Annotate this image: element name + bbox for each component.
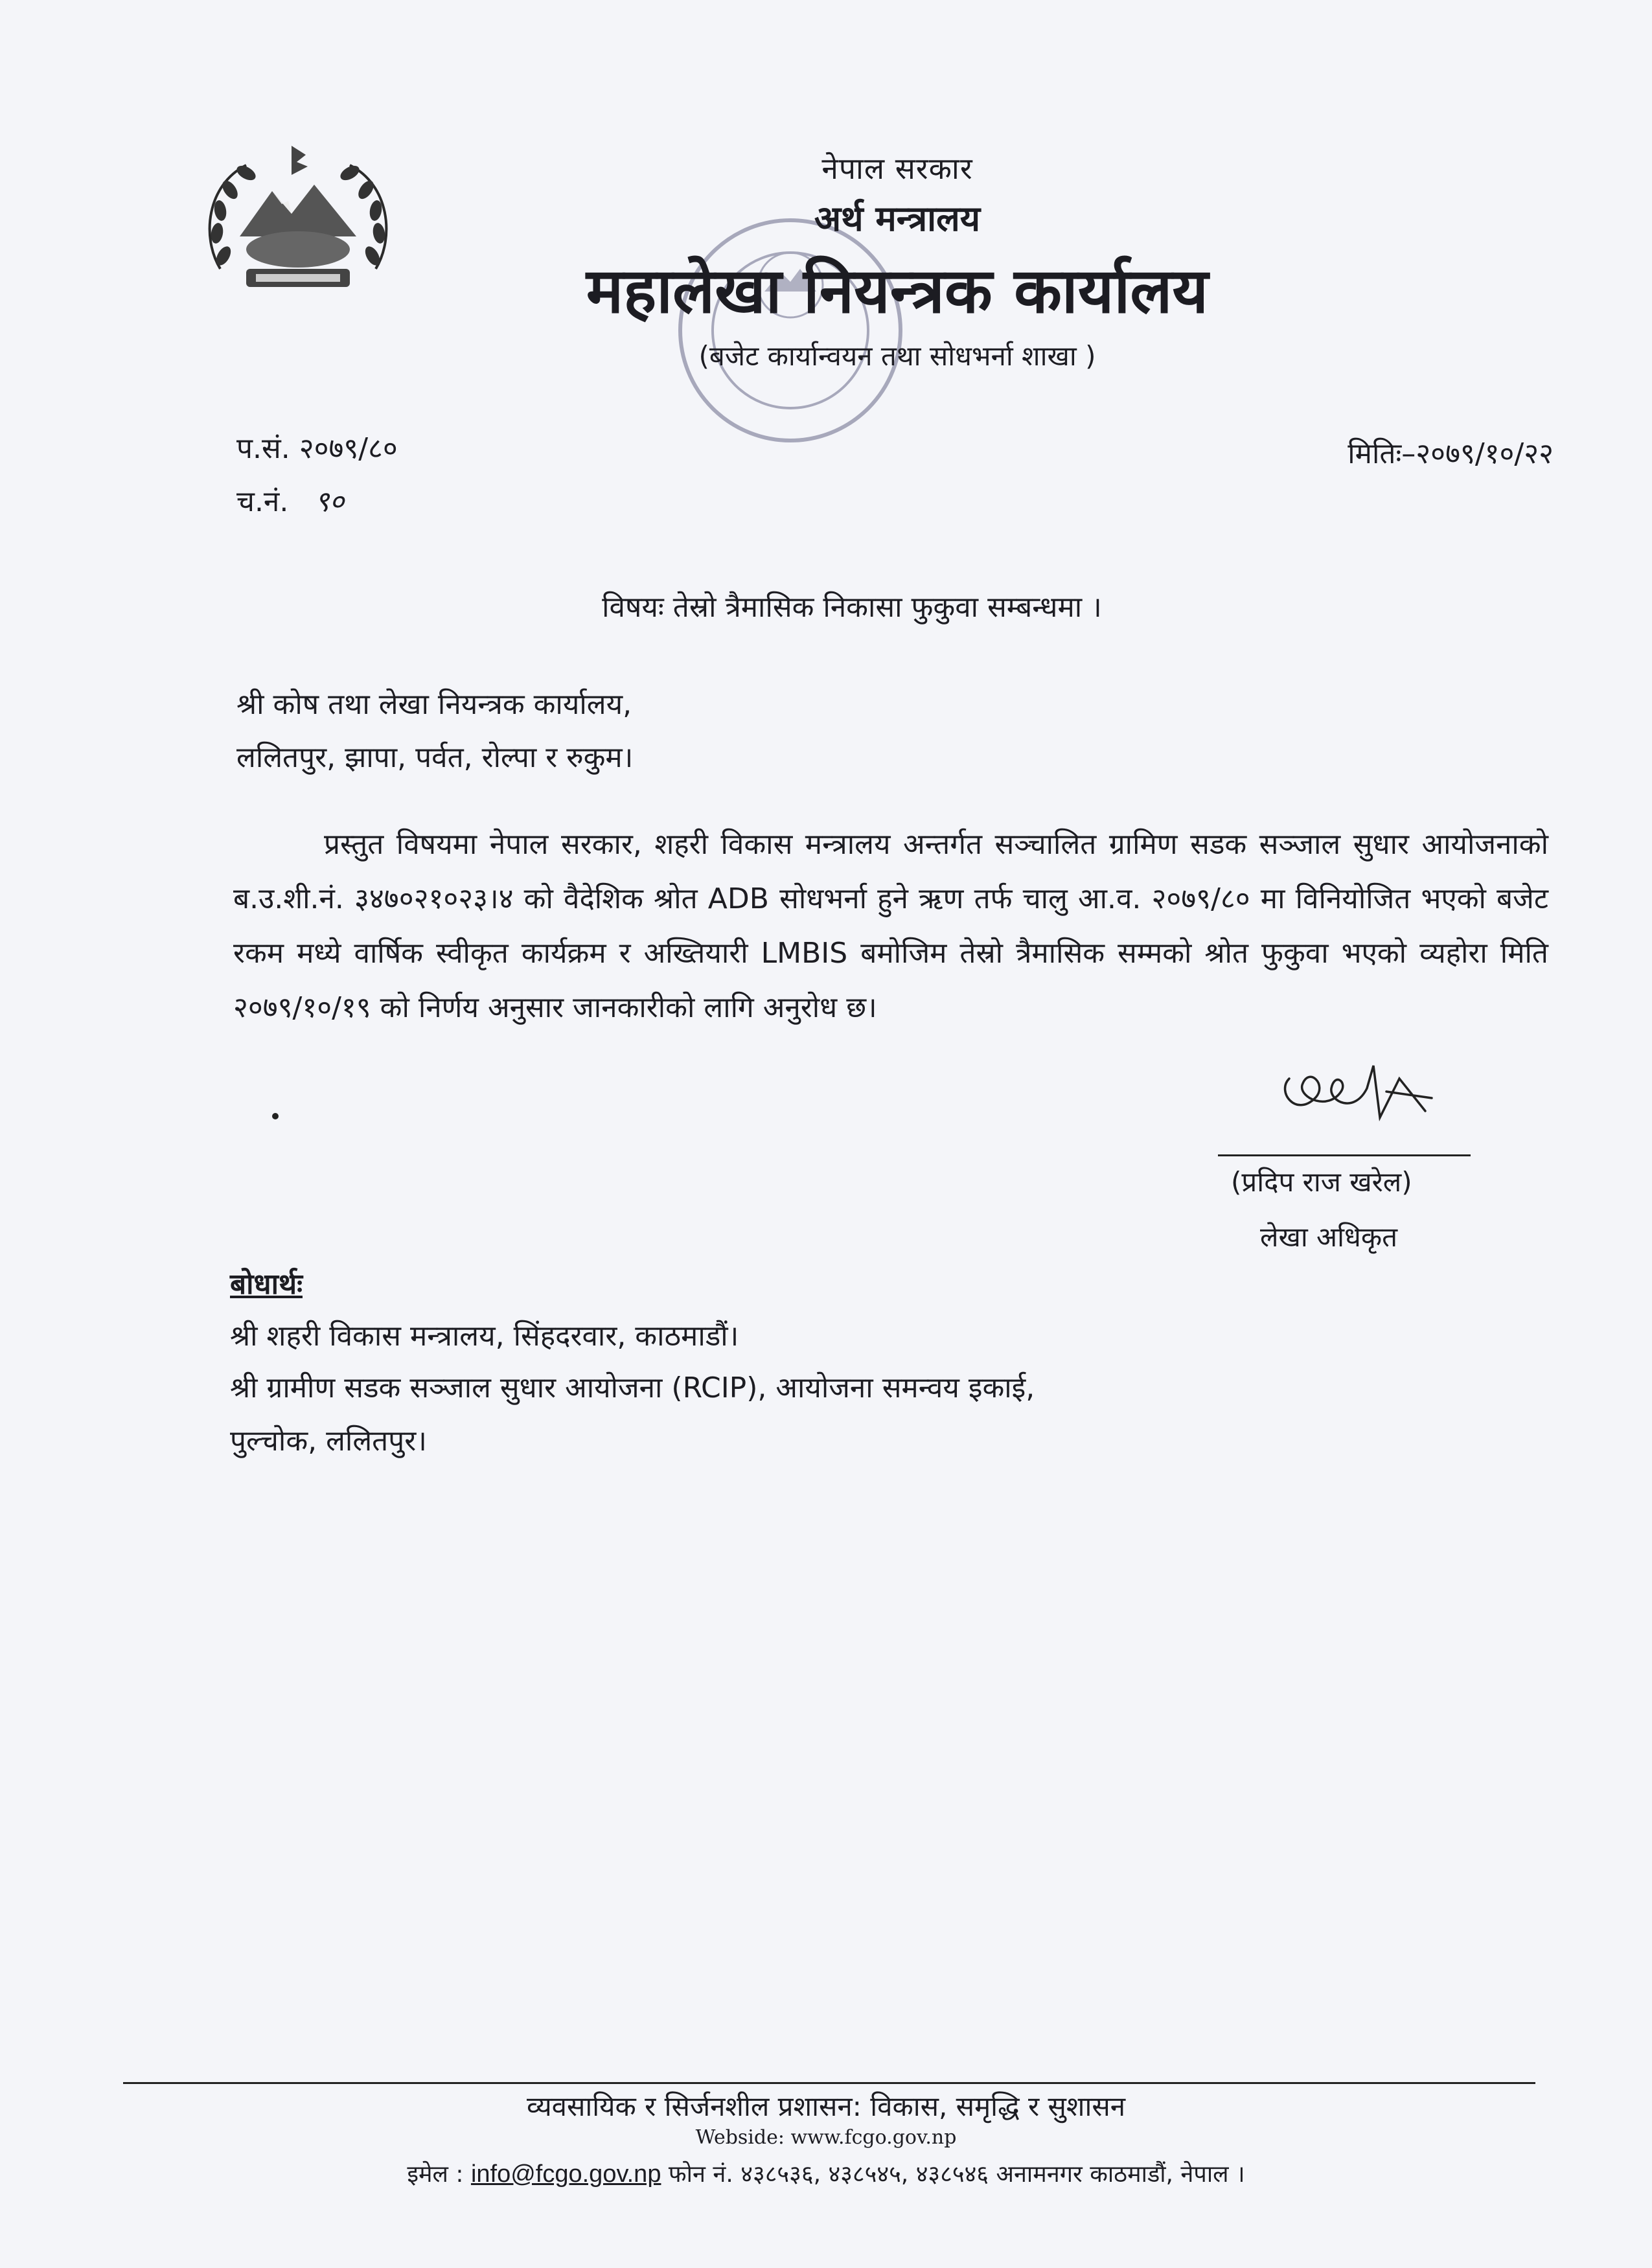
ink-dot: [272, 1113, 279, 1119]
signatory-title: लेखा अधिकृत: [1260, 1221, 1398, 1253]
dispatch-value: ९०: [314, 485, 345, 518]
footer-website: Webside: www.fcgo.gov.np: [695, 2126, 957, 2149]
addressee-line-2: ललितपुर, झापा, पर्वत, रोल्पा र रुकुम।: [236, 741, 634, 774]
email-link[interactable]: info@fcgo.gov.np: [470, 2160, 661, 2188]
contact-details: फोन नं. ४३८५३६, ४३८५४५, ४३८५४६ अनामनगर काठमाडौं, नेपाल ।: [668, 2161, 1245, 2188]
signature-line: [1218, 1154, 1471, 1156]
signature-icon: [1270, 1053, 1438, 1130]
ministry-name: अर्थ मन्त्रालय: [814, 198, 981, 239]
signatory-name: (प्रदिप राज खरेल): [1231, 1166, 1412, 1198]
cc-heading: बोधार्थः: [230, 1268, 303, 1301]
letter-body: प्रस्तुत विषयमा नेपाल सरकार, शहरी विकास मन्त्रालय अन्तर्गत सञ्चालित ग्रामिण सडक सञ्जाल सुधार आयोजनाको ब.उ.शी.नं. ३४७०२१०२३।४ को वैदेशिक श्रोत ADB सोधभर्ना हुने ऋण तर्फ चालु आ.व. २०७९/८० मा विनियोजित भएको बजेट रकम मध्ये वार्षिक स्वीकृत कार्यक्रम र अख्तियारी LMBIS बमोजिम तेस्रो त्रैमासिक सम्मको श्रोत फुकुवा भएको व्यहोरा मिति २०७९/१०/१९ को निर्णय अनुसार जानकारीको लागि अनुरोध छ।: [233, 828, 1548, 1024]
addressee-line-1: श्री कोष तथा लेखा नियन्त्रक कार्यालय,: [236, 688, 632, 721]
reference-number: प.सं. २०७९/८०: [236, 432, 398, 465]
letter-subject: विषयः तेस्रो त्रैमासिक निकासा फुकुवा सम्बन्धमा ।: [602, 591, 1102, 624]
cc-line-3: पुल्चोक, ललितपुर।: [230, 1425, 427, 1458]
cc-line-2: श्री ग्रामीण सडक सञ्जाल सुधार आयोजना (RCIP), आयोजना समन्वय इकाई,: [230, 1371, 1035, 1404]
dispatch-number: [236, 481, 344, 520]
branch-name: (बजेट कार्यान्वयन तथा सोधभर्ना शाखा ): [698, 340, 1096, 372]
letter-date: मितिः–२०७९/१०/२२: [1348, 437, 1554, 470]
office-title: महालेखा नियन्त्रक कार्यालय: [586, 255, 1209, 327]
dispatch-label: च.नं.: [236, 485, 289, 518]
footer-contact: [0, 2157, 1652, 2189]
email-label: इमेल :: [407, 2161, 464, 2188]
government-name: नेपाल सरकार: [821, 151, 973, 186]
footer-motto: व्यवसायिक र सिर्जनशील प्रशासन: विकास, समृद्धि र सुशासन: [526, 2090, 1126, 2122]
footer-divider: [123, 2082, 1535, 2084]
cc-line-1: श्री शहरी विकास मन्त्रालय, सिंहदरवार, काठमाडौं।: [230, 1320, 739, 1353]
